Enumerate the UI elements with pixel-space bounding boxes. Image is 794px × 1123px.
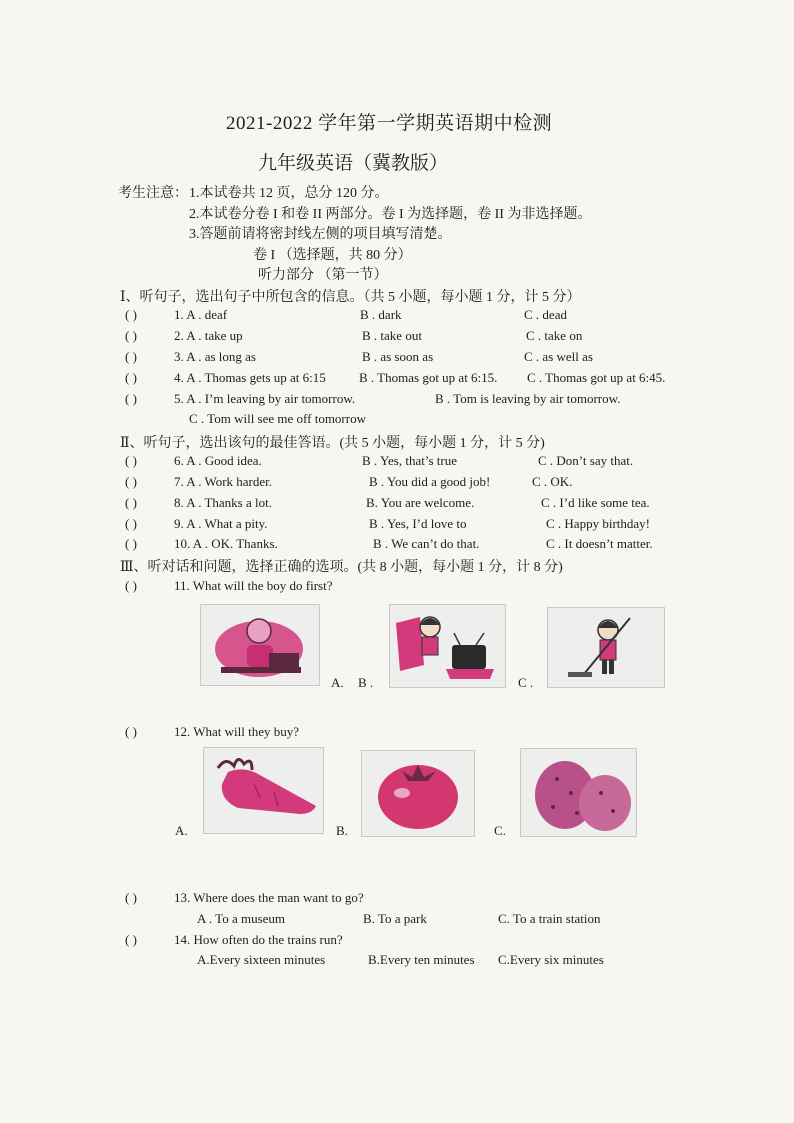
answer-paren[interactable]: ( ) xyxy=(125,536,137,551)
option-a: A . To a museum xyxy=(197,911,286,926)
answer-paren[interactable]: ( ) xyxy=(125,328,137,343)
option-a: 8. A . Thanks a lot. xyxy=(174,495,272,510)
option-b: B . We can’t do that. xyxy=(373,536,480,551)
answer-paren[interactable]: ( ) xyxy=(125,391,137,406)
option-b: B. To a park xyxy=(363,911,427,926)
answer-paren[interactable]: ( ) xyxy=(125,516,137,531)
answer-paren[interactable]: ( ) xyxy=(125,932,137,947)
picture-carrot xyxy=(203,747,324,834)
section3-heading: Ⅲ、听对话和问题，选择正确的选项。(共 8 小题，每小题 1 分，计 8 分) xyxy=(120,560,563,575)
question-text: 12. What will they buy? xyxy=(174,724,300,739)
option-b: B . Yes, that’s true xyxy=(362,453,457,468)
option-c: C . I’d like some tea. xyxy=(541,495,650,510)
option-c: C . Happy birthday! xyxy=(546,516,650,531)
option-label-c: C . xyxy=(518,675,534,690)
section1-heading: Ⅰ、听句子，选出句子中所包含的信息。（共 5 小题，每小题 1 分，计 5 分） xyxy=(120,290,581,305)
option-label-a: A. xyxy=(175,823,188,838)
option-label-b: B. xyxy=(336,823,348,838)
note-item-3: 3.答题前请将密封线左侧的项目填写清楚。 xyxy=(189,227,452,242)
notes-label: 考生注意： xyxy=(118,186,188,201)
option-c: C . Don’t say that. xyxy=(538,453,634,468)
option-b: B . take out xyxy=(362,328,422,343)
picture-boy-watching-tv xyxy=(389,604,506,688)
option-b: B . Thomas got up at 6:15. xyxy=(359,370,498,385)
answer-paren[interactable]: ( ) xyxy=(125,578,137,593)
option-a: 1. A . deaf xyxy=(174,307,228,322)
picture-girl-at-laptop xyxy=(200,604,320,686)
answer-paren[interactable]: ( ) xyxy=(125,890,137,905)
answer-paren[interactable]: ( ) xyxy=(125,495,137,510)
option-label-c: C. xyxy=(494,823,506,838)
option-a: 10. A . OK. Thanks. xyxy=(174,536,278,551)
option-b: B. You are welcome. xyxy=(366,495,475,510)
option-a: 6. A . Good idea. xyxy=(174,453,262,468)
answer-paren[interactable]: ( ) xyxy=(125,474,137,489)
option-c: C . dead xyxy=(524,307,567,322)
listening-subheading: 听力部分 （第一节） xyxy=(258,268,388,283)
option-b: B . Tom is leaving by air tomorrow. xyxy=(435,391,621,406)
option-label-b: B . xyxy=(358,675,374,690)
option-c: C . take on xyxy=(526,328,583,343)
exam-title: 2021-2022 学年第一学期英语期中检测 xyxy=(226,113,553,134)
section2-heading: Ⅱ、听句子，选出该句的最佳答语。(共 5 小题，每小题 1 分，计 5 分) xyxy=(120,436,545,451)
option-b: B.Every ten minutes xyxy=(368,952,475,967)
option-c: C. To a train station xyxy=(498,911,601,926)
option-a: 7. A . Work harder. xyxy=(174,474,273,489)
option-label-a: A. xyxy=(331,675,344,690)
option-a: 3. A . as long as xyxy=(174,349,256,364)
option-c: C . It doesn’t matter. xyxy=(546,536,653,551)
question-text: 11. What will the boy do first? xyxy=(174,578,333,593)
option-b: B . You did a good job! xyxy=(369,474,491,489)
picture-potatoes xyxy=(520,748,637,837)
answer-paren[interactable]: ( ) xyxy=(125,453,137,468)
option-c: C . OK. xyxy=(532,474,573,489)
part1-heading: 卷 I （选择题，共 80 分） xyxy=(253,248,412,263)
option-c: C . Thomas got up at 6:45. xyxy=(527,370,666,385)
option-a: 9. A . What a pity. xyxy=(174,516,268,531)
exam-subtitle: 九年级英语（冀教版） xyxy=(258,153,449,174)
answer-paren[interactable]: ( ) xyxy=(125,349,137,364)
option-a: A.Every sixteen minutes xyxy=(197,952,326,967)
option-c: C . Tom will see me off tomorrow xyxy=(189,411,366,426)
answer-paren[interactable]: ( ) xyxy=(125,307,137,322)
option-a: 4. A . Thomas gets up at 6:15 xyxy=(174,370,326,385)
option-b: B . as soon as xyxy=(362,349,434,364)
answer-paren[interactable]: ( ) xyxy=(125,370,137,385)
option-a: 2. A . take up xyxy=(174,328,243,343)
option-b: B . dark xyxy=(360,307,402,322)
note-item-2: 2.本试卷分卷 I 和卷 II 两部分。卷 I 为选择题，卷 II 为非选择题。 xyxy=(189,207,592,222)
picture-boy-mopping xyxy=(547,607,665,688)
option-b: B . Yes, I’d love to xyxy=(369,516,467,531)
answer-paren[interactable]: ( ) xyxy=(125,724,137,739)
question-text: 13. Where does the man want to go? xyxy=(174,890,364,905)
note-item-1: 1.本试卷共 12 页，总分 120 分。 xyxy=(189,186,389,201)
picture-tomato xyxy=(361,750,475,837)
question-text: 14. How often do the trains run? xyxy=(174,932,343,947)
option-c: C . as well as xyxy=(524,349,593,364)
option-a: 5. A . I’m leaving by air tomorrow. xyxy=(174,391,356,406)
option-c: C.Every six minutes xyxy=(498,952,604,967)
